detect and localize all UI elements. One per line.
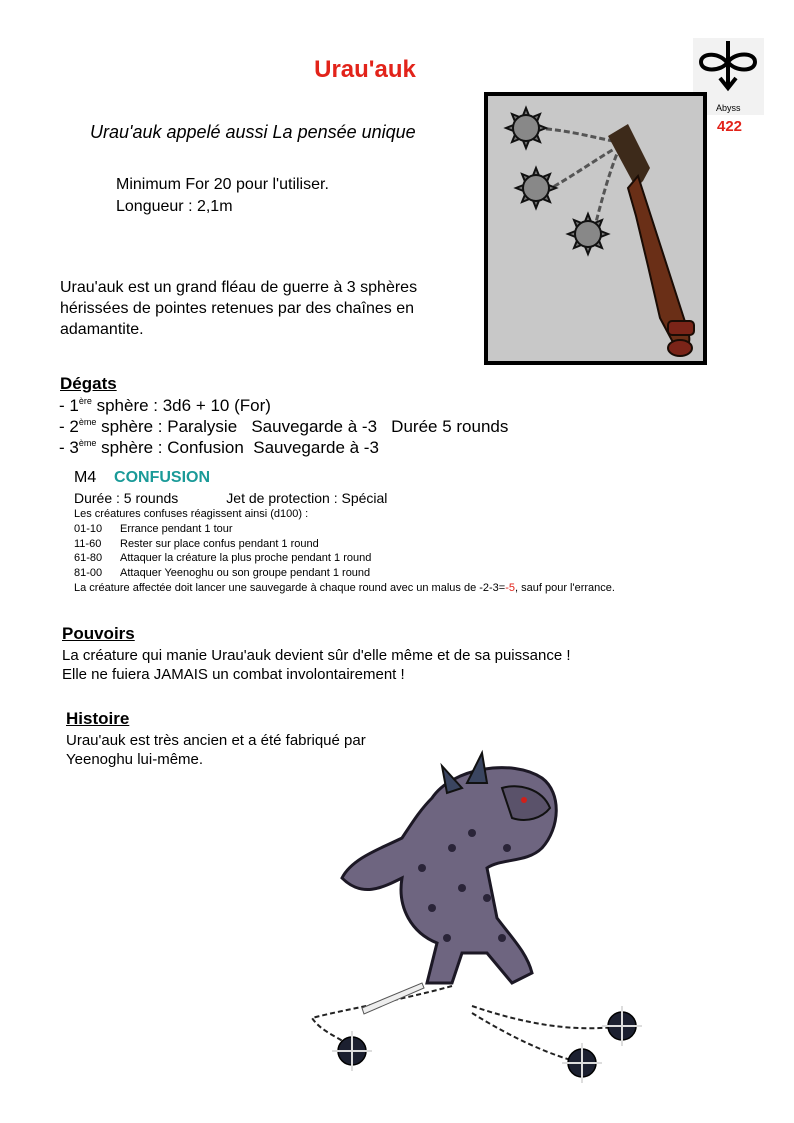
requirement-line: Minimum For 20 pour l'utiliser.	[116, 176, 329, 193]
spell-table-row: 11-60 Rester sur place confus pendant 1 round	[74, 538, 319, 550]
pouvoirs-heading: Pouvoirs	[62, 624, 135, 643]
pouvoirs-line: Elle ne fuiera JAMAIS un combat involontairement !	[62, 666, 405, 683]
abyss-number: 422	[717, 118, 743, 135]
degats-heading: Dégats	[60, 374, 117, 393]
spell-code: M4	[74, 469, 97, 486]
histoire-line: Urau'auk est très ancien et a été fabriqué par	[66, 732, 366, 749]
spell-header	[74, 469, 210, 487]
pouvoirs-line: La créature qui manie Urau'auk devient sûr d'elle même et de sa puissance !	[62, 647, 571, 664]
histoire-heading: Histoire	[66, 709, 130, 728]
spell-name: CONFUSION	[114, 469, 211, 486]
spell-intro: Les créatures confuses réagissent ainsi (d100) :	[74, 508, 309, 520]
spell-note: La créature affectée doit lancer une sauvegarde à chaque round avec un malus de -2-3=-5, sauf pour l'errance.	[74, 582, 615, 594]
spell-table-row: 81-00 Attaquer Yeenoghu ou son groupe pendant 1 round	[74, 567, 371, 579]
requirement-line: Longueur : 2,1m	[116, 198, 233, 215]
subtitle: Urau'auk appelé aussi La pensée unique	[90, 122, 416, 142]
hyena-creature-illustration	[302, 738, 672, 1108]
spell-table-row: 01-10 Errance pendant 1 tour	[74, 523, 233, 535]
page-title: Urau'auk	[314, 56, 416, 83]
weapon-illustration	[484, 92, 707, 365]
spell-table-row: 61-80 Attaquer la créature la plus proche pendant 1 round	[74, 552, 372, 564]
damage-line: - 3ème sphère : Confusion Sauvegarde à -3	[59, 438, 379, 457]
damage-line: - 1ère sphère : 3d6 + 10 (For)	[59, 396, 271, 415]
spell-duration: Durée : 5 rounds Jet de protection : Spécial	[74, 490, 388, 506]
abyss-label: Abyss	[716, 103, 741, 113]
damage-line: - 2ème sphère : Paralysie Sauvegarde à -3 Durée 5 rounds	[59, 417, 509, 436]
histoire-line: Yeenoghu lui-même.	[66, 751, 204, 768]
weapon-description: Urau'auk est un grand fléau de guerre à 3 sphères hérissées de pointes retenues par des chaînes en adamantite.	[60, 279, 418, 338]
